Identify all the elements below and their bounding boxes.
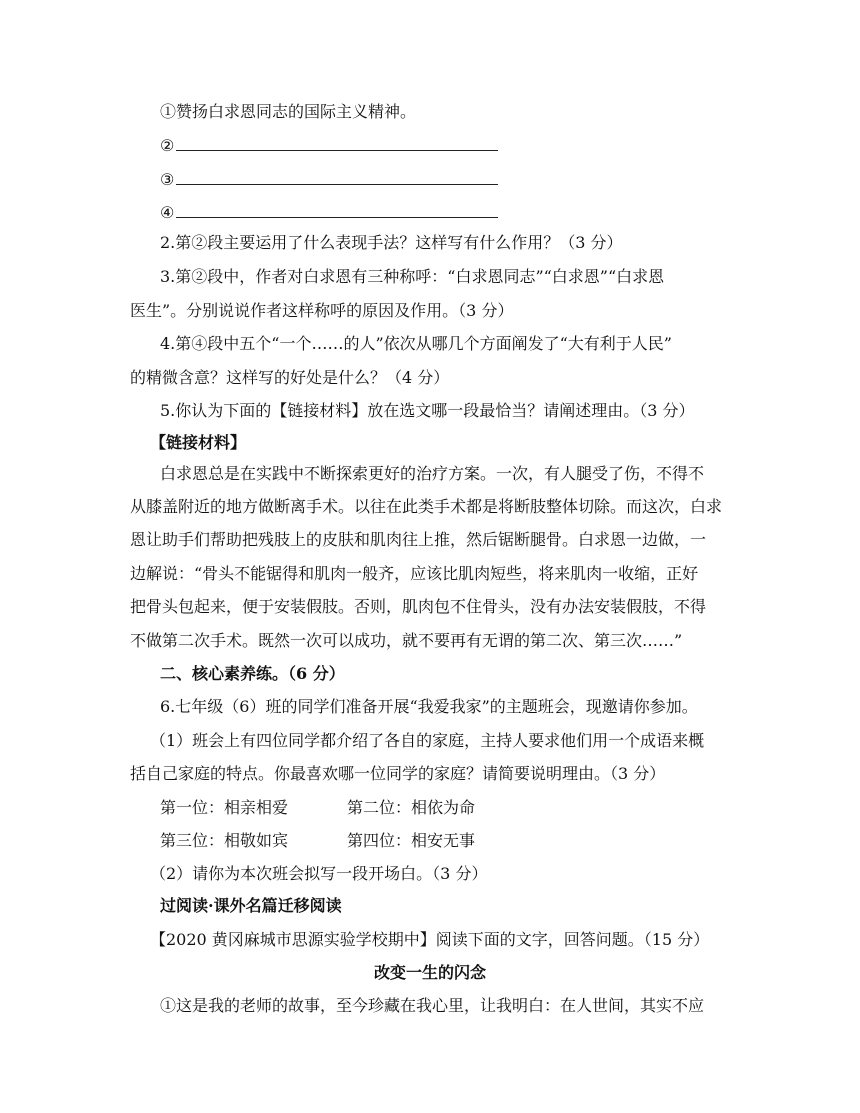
option-3: 第三位：相敬如宾 [160, 831, 289, 850]
section-2-heading: 二、核心素养练。（6 分） [160, 664, 345, 683]
link-material-para-6: 不做第二次手术。既然一次可以成功，就不要再有无谓的第二次、第三次……” [130, 631, 683, 650]
answer-blank-3[interactable] [176, 170, 498, 185]
question-5: 5.你认为下面的【链接材料】放在选文哪一段最恰当？请阐述理由。（3 分） [160, 401, 695, 420]
link-material-para-3: 恩让助手们帮助把残肢上的皮肤和肌肉往上推，然后锯断腿骨。白求恩一边做，一 [130, 530, 707, 549]
answer-line-2-label: ② [160, 136, 175, 155]
answer-line-3 [160, 170, 498, 190]
question-2: 2.第②段主要运用了什么表现手法？这样写有什么作用？（3 分） [160, 233, 623, 252]
answer-blank-2[interactable] [176, 136, 498, 151]
link-material-para-5: 把骨头包起来，便于安装假肢。否则，肌肉包不住骨头，没有办法安装假肢，不得 [130, 597, 707, 616]
question-3-line-2: 医生”。分别说说作者这样称呼的原因及作用。（3 分） [130, 301, 514, 320]
answer-line-4-label: ④ [160, 203, 175, 222]
article-para-1: ①这是我的老师的故事，至今珍藏在我心里，让我明白：在人世间，其实不应 [160, 996, 705, 1015]
option-4: 第四位：相安无事 [347, 831, 476, 850]
option-row-1 [160, 798, 476, 818]
link-material-para-4: 边解说：“骨头不能锯得和肌肉一般齐，应该比肌肉短些，将来肌肉一收缩，正好 [130, 564, 699, 583]
article-title: 改变一生的闪念 [373, 963, 486, 982]
link-material-para-2: 从膝盖附近的地方做断离手术。以往在此类手术都是将断肢整体切除。而这次，白求 [130, 497, 723, 516]
question-6-1-line-2: 括自己家庭的特点。你最喜欢哪一位同学的家庭？请简要说明理由。（3 分） [130, 764, 666, 783]
option-2: 第二位：相依为命 [347, 798, 476, 817]
question-4-line-1: 4.第④段中五个“一个……的人”依次从哪几个方面阐发了“大有利于人民” [160, 334, 672, 353]
option-1: 第一位：相亲相爱 [160, 798, 289, 817]
reading-source: 【2020 黄冈麻城市思源实验学校期中】阅读下面的文字，回答问题。（15 分） [150, 930, 710, 949]
answer-line-4 [160, 203, 498, 223]
option-row-2 [160, 831, 476, 851]
question-6-1-line-1: （1）班会上有四位同学都介绍了各自的家庭，主持人要求他们用一个成语来概 [150, 731, 705, 750]
link-material-para-1: 白求恩总是在实践中不断探索更好的治疗方案。一次，有人腿受了伤，不得不 [160, 464, 705, 483]
answer-line-3-label: ③ [160, 170, 175, 189]
answer-line-2 [160, 136, 498, 156]
question-3-line-1: 3.第②段中，作者对白求恩有三种称呼：“白求恩同志”“白求恩”“白求恩 [160, 267, 665, 286]
answer-blank-4[interactable] [176, 203, 498, 218]
section-3-heading: 过阅读·课外名篇迁移阅读 [160, 896, 342, 915]
question-6: 6.七年级（6）班的同学们准备开展“我爱我家”的主题班会，现邀请你参加。 [160, 697, 698, 716]
link-material-heading: 【链接材料】 [150, 433, 247, 452]
question-6-2: （2）请你为本次班会拟写一段开场白。（3 分） [150, 864, 488, 883]
question-4-line-2: 的精微含意？这样写的好处是什么？（4 分） [130, 368, 450, 387]
answer-line-1: ①赞扬白求恩同志的国际主义精神。 [160, 102, 417, 121]
